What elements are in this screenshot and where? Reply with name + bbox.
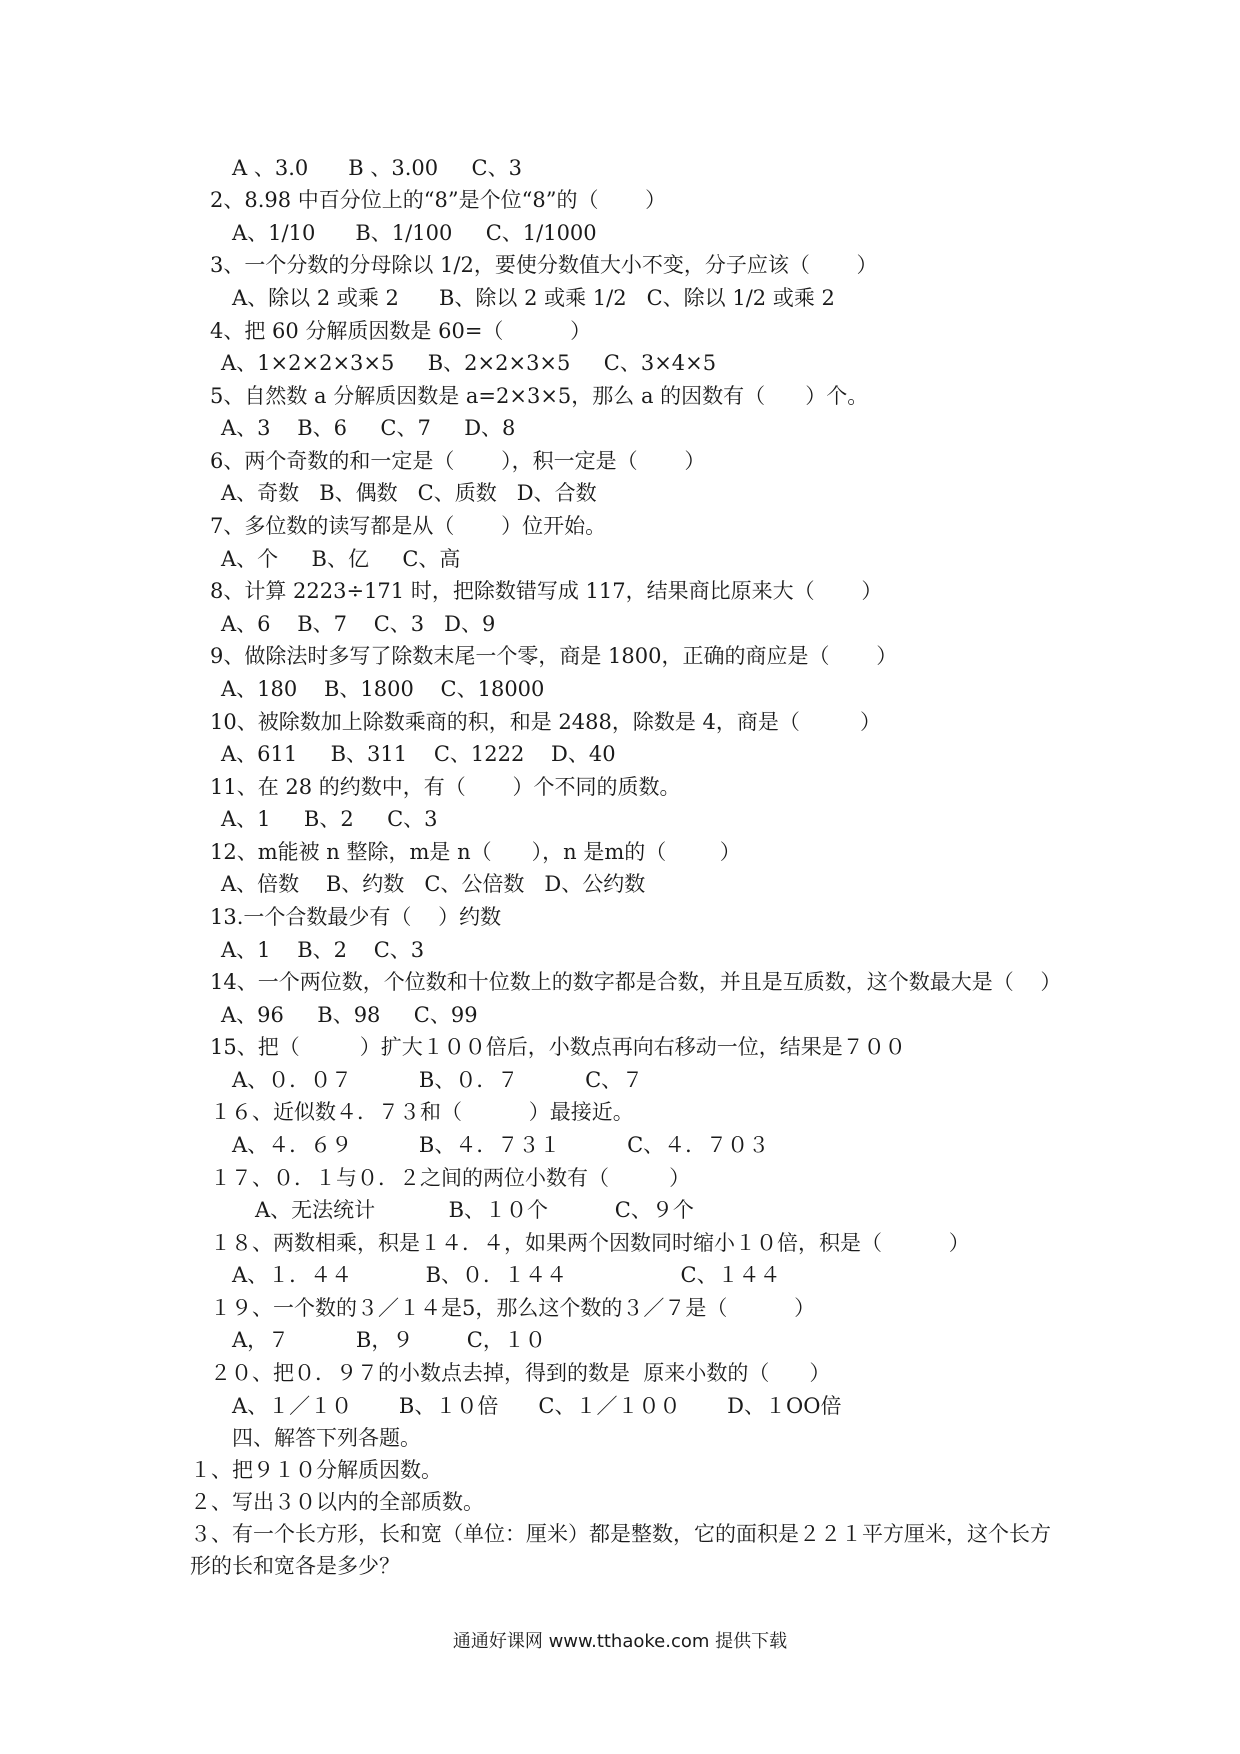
- q3-options: A、除以 2 或乘 2 B、除以 2 或乘 1/2 C、除以 1/2 或乘 2: [232, 286, 835, 310]
- q20-text: ２０、把０．９７的小数点去掉，得到的数是 原来小数的（ ）: [210, 1361, 831, 1385]
- q18-text: １８、两数相乘，积是１４．４，如果两个因数同时缩小１０倍，积是（ ）: [210, 1231, 970, 1255]
- q6-options: A、奇数 B、偶数 C、质数 D、合数: [221, 481, 597, 505]
- q14-options: A、96 B、98 C、99: [221, 1003, 478, 1027]
- solve-q2: ２、写出３０以内的全部质数。: [190, 1490, 484, 1514]
- q10-text: 10、被除数加上除数乘商的积，和是 2488，除数是 4，商是（ ）: [210, 710, 881, 734]
- q17-options: A、无法统计 B、１０个 C、９个: [255, 1198, 694, 1222]
- q2-options: A、1/10 B、1/100 C、1/1000: [232, 221, 597, 245]
- q13-text: 13.一个合数最少有（ ）约数: [210, 905, 502, 929]
- q9-text: 9、做除法时多写了除数末尾一个零，商是 1800，正确的商应是（ ）: [210, 644, 898, 668]
- q1-options: A 、3.0 B 、3.00 C、3: [232, 156, 522, 180]
- q9-options: A、180 B、1800 C、18000: [221, 677, 545, 701]
- q11-options: A、1 B、2 C、3: [221, 807, 438, 831]
- q16-options: A、４．６９ B、４．７３１ C、４．７０３: [232, 1133, 770, 1157]
- q8-options: A、6 B、7 C、3 D、9: [221, 612, 496, 636]
- q5-options: A、3 B、6 C、7 D、8: [221, 416, 516, 440]
- q7-options: A、个 B、亿 C、高: [221, 547, 461, 571]
- solve-q3: ３、有一个长方形，长和宽（单位：厘米）都是整数，它的面积是２２１平方厘米，这个长方形的长和宽各是多少？: [190, 1522, 1051, 1578]
- q4-options: A、1×2×2×3×5 B、2×2×3×5 C、3×4×5: [221, 351, 717, 375]
- q15-text: 15、把（ ）扩大１００倍后，小数点再向右移动一位，结果是７００: [210, 1035, 906, 1059]
- section-heading: 四、解答下列各题。: [232, 1426, 421, 1450]
- q18-options: A、１．４４ B、０．１４４ C、１４４: [232, 1263, 781, 1287]
- q19-options: A，７ B，９ C，１０: [232, 1328, 546, 1352]
- q19-text: １９、一个数的３／１４是5，那么这个数的３／７是（ ）: [210, 1296, 816, 1320]
- q12-options: A、倍数 B、约数 C、公倍数 D、公约数: [221, 872, 646, 896]
- q13-options: A、1 B、2 C、3: [221, 938, 425, 962]
- q16-text: １６、近似数４．７３和（ ）最接近。: [210, 1100, 634, 1124]
- q20-options: A、１／１０ B、１０倍 C、１／１００ D、１OO倍: [232, 1394, 842, 1418]
- q11-text: 11、在 28 的约数中，有（ ）个不同的质数。: [210, 775, 681, 799]
- q17-text: １７、０．１与０．２之间的两位小数有（ ）: [210, 1166, 691, 1190]
- q2-text: 2、8.98 中百分位上的“8”是个位“8”的（ ）: [210, 188, 667, 212]
- q15-options: A、０．０７ B、０．７ C、７: [232, 1068, 644, 1092]
- q8-text: 8、计算 2223÷171 时，把除数错写成 117，结果商比原来大（ ）: [210, 579, 883, 603]
- q4-text: 4、把 60 分解质因数是 60=（ ）: [210, 319, 592, 343]
- solve-q1: １、把９１０分解质因数。: [190, 1458, 442, 1482]
- q6-text: 6、两个奇数的和一定是（ ），积一定是（ ）: [210, 449, 706, 473]
- q14-text: 14、一个两位数，个位数和十位数上的数字都是合数，并且是互质数，这个数最大是（ ）: [210, 970, 1062, 994]
- q12-text: 12、m能被 n 整除，m是 n（ ），n 是m的（ ）: [210, 840, 741, 864]
- page-footer: 通通好课网 www.tthaoke.com 提供下载: [452, 1631, 788, 1652]
- q10-options: A、611 B、311 C、1222 D、40: [221, 742, 616, 766]
- q5-text: 5、自然数 a 分解质因数是 a=2×3×5，那么 a 的因数有（ ）个。: [210, 384, 869, 408]
- q7-text: 7、多位数的读写都是从（ ）位开始。: [210, 514, 607, 538]
- q3-text: 3、一个分数的分母除以 1/2，要使分数值大小不变，分子应该（ ）: [210, 253, 878, 277]
